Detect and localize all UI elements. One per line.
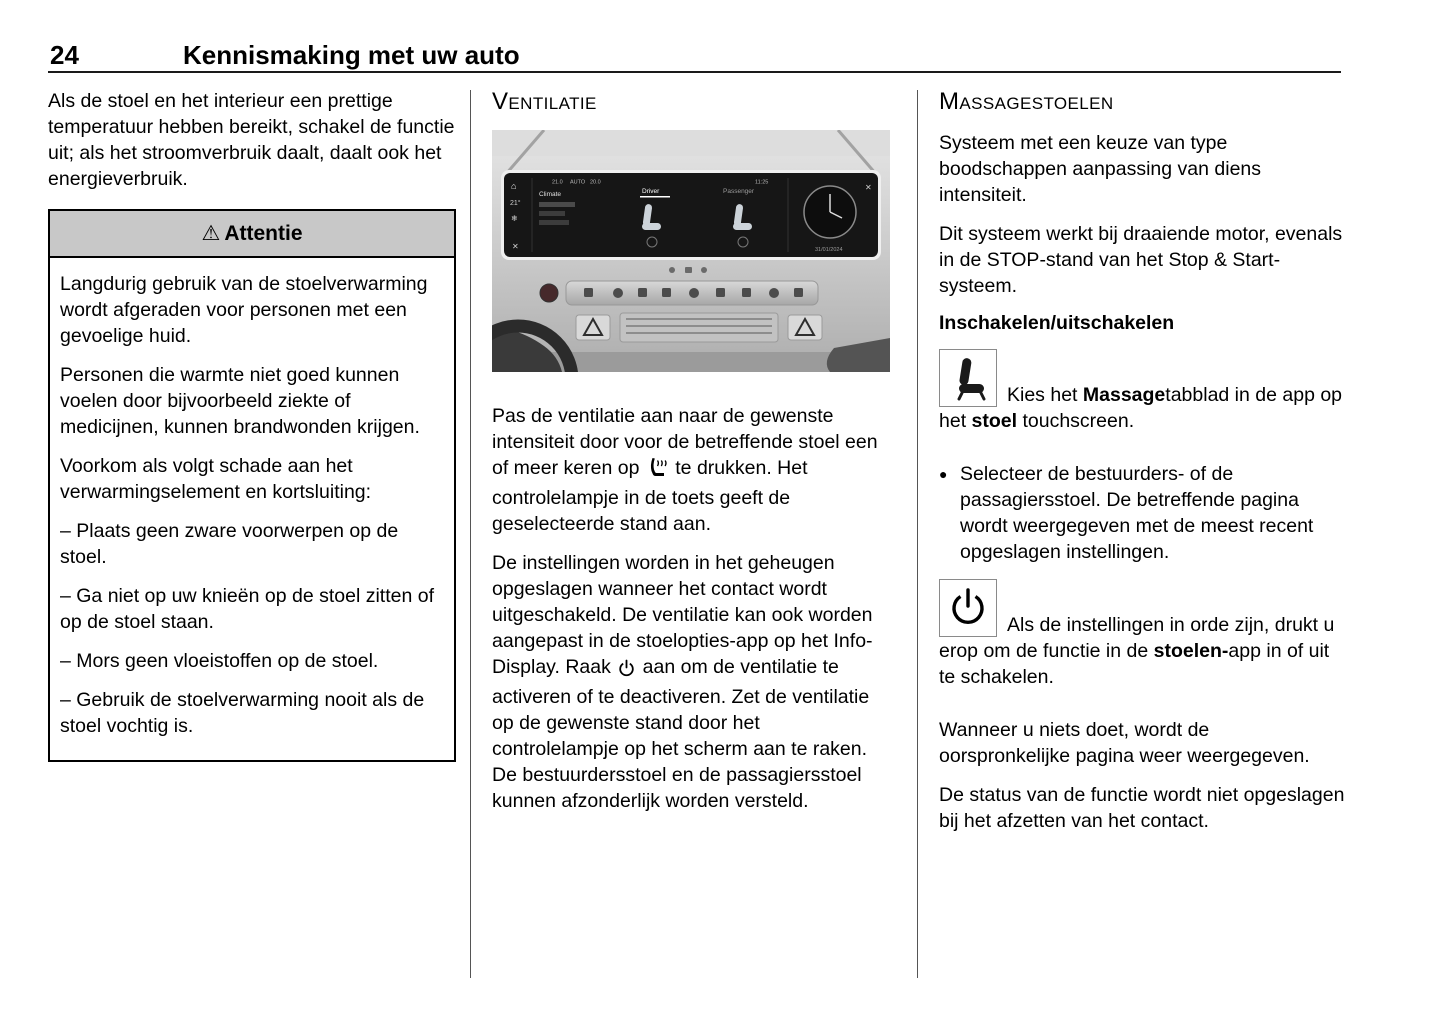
clock-date: 31/01/2024	[815, 247, 843, 253]
bold-massage: Massage	[1082, 384, 1166, 406]
paragraph-text: De instellingen worden in het geheugen opgeslagen wanneer het contact wordt uitgeschakeld. De ventilatie kan ook worden aangepast in de stoelopties-app op het Info-Display. Raak	[492, 552, 873, 678]
section-heading-massagestoelen: Massagestoelen	[939, 88, 1114, 115]
paragraph-text: te drukken. Het controlelampje in de toets geeft de geselecteerde stand aan.	[492, 457, 808, 535]
power-instruction	[939, 579, 1345, 703]
timeout-paragraph: Wanneer u niets doet, wordt de oorspronkelijke pagina weer weergegeven.	[939, 719, 1310, 767]
paragraph-text: Pas de ventilatie aan naar de gewenste intensiteit door voor de betreffende stoel een of meer keren op	[492, 405, 878, 479]
power-icon	[939, 579, 997, 637]
dashboard-photo	[492, 130, 890, 372]
ventilation-paragraph-1	[492, 403, 890, 537]
section-heading-ventilatie: Ventilatie	[492, 88, 597, 115]
warning-list-item: – Mors geen vloeistoffen op de stoel.	[60, 650, 379, 672]
warning-paragraph: Langdurig gebruik van de stoelverwarming wordt afgeraden voor personen met een gevoelige huid.	[60, 273, 428, 347]
status-temp-left: 21.0	[552, 179, 563, 186]
right-column	[939, 88, 1345, 847]
status-mode: AUTO	[570, 179, 586, 186]
massage-tab-instruction	[939, 349, 1345, 447]
passenger-tab-label: Passenger	[723, 188, 755, 195]
warning-header	[50, 211, 454, 258]
middle-column	[492, 88, 890, 827]
warning-list-item: – Gebruik de stoelverwarming nooit als de stoel vochtig is.	[60, 689, 425, 737]
column-divider-2	[917, 90, 918, 978]
warning-body	[50, 258, 454, 760]
power-icon-inline	[618, 658, 635, 684]
massage-engine-paragraph: Dit systeem werkt bij draaiende motor, evenals in de STOP-stand van het Stop & Start-systeem.	[939, 223, 1343, 297]
warning-list-item: – Ga niet op uw knieën op de stoel zitten of op de stoel staan.	[60, 585, 434, 633]
rotary-knob	[540, 284, 558, 302]
snowflake-icon: ❄	[511, 214, 518, 223]
air-vents	[620, 313, 778, 342]
subheading-inschakelen: Inschakelen/uitschakelen	[939, 312, 1175, 334]
warning-box	[48, 209, 456, 762]
status-time: 11:25	[755, 179, 769, 186]
bullet-icon: ●	[939, 466, 948, 482]
massage-intro-paragraph: Systeem met een keuze van type boodschappen aanpassing van diens intensiteit.	[939, 132, 1262, 206]
page-number: 24	[50, 40, 79, 70]
home-icon: ⌂	[511, 181, 517, 191]
intro-paragraph: Als de stoel en het interieur een prettige temperatuur hebben bereikt, schakel de functie uit; als het stroomverbruik daalt, daalt ook het energieverbruik.	[48, 90, 455, 190]
column-divider-1	[470, 90, 471, 978]
massage-tab-text	[939, 349, 1345, 434]
close-left-icon: ✕	[512, 242, 519, 251]
warning-triangle-icon: ⚠	[201, 222, 221, 245]
status-paragraph: De status van de functie wordt niet opgeslagen bij het afzetten van het contact.	[939, 784, 1345, 832]
ventilation-paragraph-2	[492, 550, 890, 814]
paragraph-text: touchscreen.	[1017, 410, 1135, 432]
bullet-item-select-seat	[939, 461, 1345, 565]
warning-paragraph: Voorkom als volgt schade aan het verwarmingselement en kortsluiting:	[60, 455, 372, 503]
seat-icon	[939, 349, 997, 407]
status-temp-right: 20.0	[590, 179, 601, 186]
warning-list-item: – Plaats geen zware voorwerpen op de stoel.	[60, 520, 399, 568]
paragraph-text: app in of uit te schakelen.	[939, 640, 1330, 688]
sidebar-temp: 21°	[510, 200, 521, 207]
paragraph-text: Als de instellingen in orde zijn, drukt u erop om de functie in de	[939, 614, 1335, 662]
climate-menu-label: Climate	[539, 191, 562, 198]
bullet-text: Selecteer de bestuurders- of de passagiersstoel. De betreffende pagina wordt weergegeven met de meest recent opgeslagen instellingen.	[960, 463, 1314, 563]
chapter-title: Kennismaking met uw auto	[183, 40, 520, 70]
bold-stoelen-app: stoelen-	[1153, 640, 1229, 662]
power-instruction-text	[939, 579, 1345, 690]
header-rule	[48, 71, 1341, 73]
close-right-icon: ✕	[865, 183, 872, 192]
warning-paragraph: Personen die warmte niet goed kunnen voelen door bijvoorbeeld ziekte of medicijnen, kunnen brandwonden krijgen.	[60, 364, 420, 438]
left-column	[48, 88, 456, 762]
paragraph-text: tabblad in de app op het	[939, 384, 1343, 432]
driver-tab-label: Driver	[642, 188, 660, 195]
dashboard-figure	[492, 130, 890, 377]
paragraph-text: aan om de ventilatie te activeren of te deactiveren. Zet de ventilatie op de gewenste stand door het controlelampje op het scherm aan te raken. De bestuurdersstoel en de passagiersstoel kunnen afzonderlijk worden versteld.	[492, 656, 870, 812]
bold-stoel: stoel	[971, 410, 1018, 432]
seat-ventilation-icon	[647, 456, 668, 485]
warning-title: Attentie	[224, 222, 303, 245]
paragraph-text: Kies het	[1007, 384, 1083, 406]
